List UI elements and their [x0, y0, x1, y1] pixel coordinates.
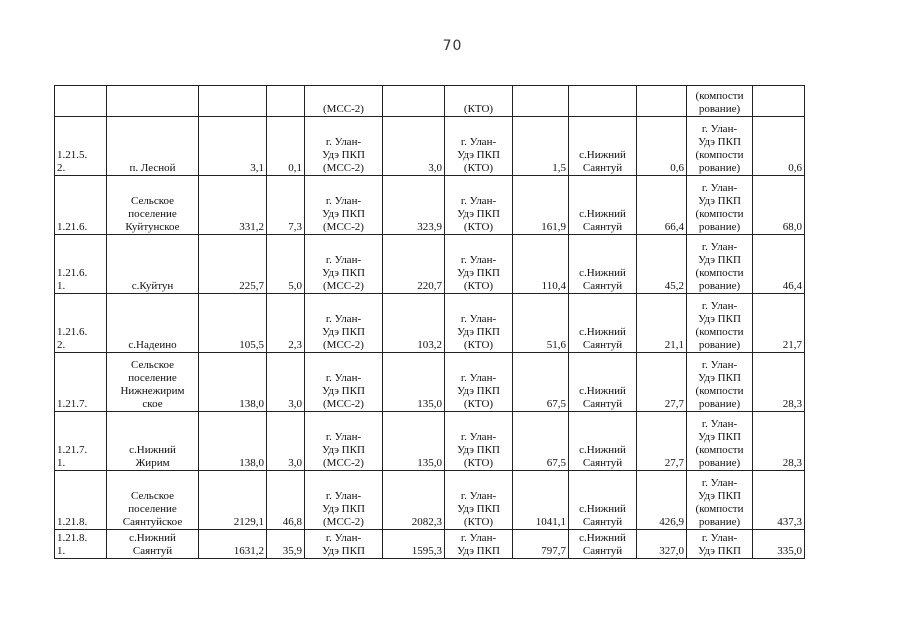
cell-vol-3: 66,4 [637, 176, 687, 235]
cell-loss: 2,3 [267, 294, 305, 353]
table-row [55, 235, 805, 294]
cell-code: 1.21.6. 2. [55, 294, 107, 353]
cell-dest-3: с.Нижний Саянтуй [569, 530, 637, 559]
cell-code [55, 86, 107, 117]
cell-total: 2129,1 [199, 471, 267, 530]
cell-vol-4: 68,0 [753, 176, 805, 235]
cell-vol-4: 437,3 [753, 471, 805, 530]
cell-dest-3: с.Нижний Саянтуй [569, 471, 637, 530]
cell-dest-4: г. Улан- Удэ ПКП (компости рование) [687, 294, 753, 353]
cell-code: 1.21.5. 2. [55, 117, 107, 176]
cell-vol-3 [637, 86, 687, 117]
cell-vol-1 [383, 86, 445, 117]
cell-dest-3: с.Нижний Саянтуй [569, 117, 637, 176]
cell-dest-4: г. Улан- Удэ ПКП (компости рование) [687, 235, 753, 294]
cell-vol-4: 46,4 [753, 235, 805, 294]
cell-vol-2: 1041,1 [513, 471, 569, 530]
cell-vol-3: 327,0 [637, 530, 687, 559]
table-row [55, 412, 805, 471]
cell-dest-4: г. Улан- Удэ ПКП (компости рование) [687, 117, 753, 176]
cell-dest-4: г. Улан- Удэ ПКП (компости рование) [687, 471, 753, 530]
cell-code: 1.21.8. 1. [55, 530, 107, 559]
cell-dest-4: (компости рование) [687, 86, 753, 117]
cell-dest-2: г. Улан- Удэ ПКП (КТО) [445, 471, 513, 530]
cell-dest-1: г. Улан- Удэ ПКП (МСС-2) [305, 412, 383, 471]
cell-vol-3: 0,6 [637, 117, 687, 176]
cell-dest-2: г. Улан- Удэ ПКП (КТО) [445, 117, 513, 176]
table-row [55, 530, 805, 559]
cell-settlement: с.Надеино [107, 294, 199, 353]
cell-dest-2: г. Улан- Удэ ПКП (КТО) [445, 353, 513, 412]
cell-dest-2: г. Улан- Удэ ПКП (КТО) [445, 412, 513, 471]
cell-vol-4: 0,6 [753, 117, 805, 176]
cell-dest-2: г. Улан- Удэ ПКП [445, 530, 513, 559]
cell-vol-2: 161,9 [513, 176, 569, 235]
cell-loss: 46,8 [267, 471, 305, 530]
cell-dest-3: с.Нижний Саянтуй [569, 412, 637, 471]
cell-dest-3: с.Нижний Саянтуй [569, 235, 637, 294]
cell-loss [267, 86, 305, 117]
cell-dest-1: г. Улан- Удэ ПКП (МСС-2) [305, 294, 383, 353]
cell-code: 1.21.6. 1. [55, 235, 107, 294]
cell-vol-2: 1,5 [513, 117, 569, 176]
cell-code: 1.21.8. [55, 471, 107, 530]
cell-vol-1: 135,0 [383, 353, 445, 412]
cell-vol-2: 110,4 [513, 235, 569, 294]
cell-code: 1.21.6. [55, 176, 107, 235]
cell-settlement: с.Нижний Жирим [107, 412, 199, 471]
cell-loss: 35,9 [267, 530, 305, 559]
cell-dest-4: г. Улан- Удэ ПКП (компости рование) [687, 353, 753, 412]
cell-settlement: Сельское поселение Нижнежирим ское [107, 353, 199, 412]
cell-total: 331,2 [199, 176, 267, 235]
table-row [55, 294, 805, 353]
cell-loss: 3,0 [267, 353, 305, 412]
cell-vol-2 [513, 86, 569, 117]
cell-total: 225,7 [199, 235, 267, 294]
cell-total: 1631,2 [199, 530, 267, 559]
cell-vol-1: 103,2 [383, 294, 445, 353]
page-number: 70 [442, 38, 463, 54]
cell-settlement [107, 86, 199, 117]
cell-settlement: с.Нижний Саянтуй [107, 530, 199, 559]
cell-vol-2: 797,7 [513, 530, 569, 559]
cell-total: 138,0 [199, 412, 267, 471]
cell-settlement: п. Лесной [107, 117, 199, 176]
cell-dest-3 [569, 86, 637, 117]
cell-vol-3: 21,1 [637, 294, 687, 353]
cell-vol-1: 323,9 [383, 176, 445, 235]
table-row [55, 117, 805, 176]
cell-dest-2: г. Улан- Удэ ПКП (КТО) [445, 294, 513, 353]
cell-dest-3: с.Нижний Саянтуй [569, 353, 637, 412]
cell-vol-3: 426,9 [637, 471, 687, 530]
cell-settlement: Сельское поселение Саянтуйское [107, 471, 199, 530]
table-row [55, 353, 805, 412]
cell-total: 138,0 [199, 353, 267, 412]
cell-vol-3: 45,2 [637, 235, 687, 294]
cell-vol-1: 3,0 [383, 117, 445, 176]
cell-dest-1: г. Улан- Удэ ПКП (МСС-2) [305, 176, 383, 235]
cell-dest-2: г. Улан- Удэ ПКП (КТО) [445, 235, 513, 294]
cell-vol-4: 335,0 [753, 530, 805, 559]
cell-code: 1.21.7. 1. [55, 412, 107, 471]
table-row [55, 86, 805, 117]
cell-dest-3: с.Нижний Саянтуй [569, 294, 637, 353]
cell-dest-4: г. Улан- Удэ ПКП (компости рование) [687, 176, 753, 235]
table-row [55, 176, 805, 235]
cell-dest-1: г. Улан- Удэ ПКП (МСС-2) [305, 353, 383, 412]
table-row [55, 471, 805, 530]
cell-total: 3,1 [199, 117, 267, 176]
cell-loss: 7,3 [267, 176, 305, 235]
cell-loss: 0,1 [267, 117, 305, 176]
cell-dest-4: г. Улан- Удэ ПКП (компости рование) [687, 412, 753, 471]
cell-settlement: Сельское поселение Куйтунское [107, 176, 199, 235]
cell-dest-4: г. Улан- Удэ ПКП [687, 530, 753, 559]
cell-vol-3: 27,7 [637, 412, 687, 471]
cell-vol-4 [753, 86, 805, 117]
cell-dest-2: г. Улан- Удэ ПКП (КТО) [445, 176, 513, 235]
cell-total [199, 86, 267, 117]
cell-vol-2: 67,5 [513, 353, 569, 412]
cell-vol-4: 21,7 [753, 294, 805, 353]
cell-vol-1: 2082,3 [383, 471, 445, 530]
cell-vol-3: 27,7 [637, 353, 687, 412]
cell-dest-1: г. Улан- Удэ ПКП (МСС-2) [305, 471, 383, 530]
cell-loss: 3,0 [267, 412, 305, 471]
cell-code: 1.21.7. [55, 353, 107, 412]
cell-vol-2: 51,6 [513, 294, 569, 353]
cell-settlement: с.Куйтун [107, 235, 199, 294]
cell-dest-1: г. Улан- Удэ ПКП [305, 530, 383, 559]
cell-dest-1: г. Улан- Удэ ПКП (МСС-2) [305, 117, 383, 176]
cell-vol-2: 67,5 [513, 412, 569, 471]
cell-vol-1: 1595,3 [383, 530, 445, 559]
cell-vol-4: 28,3 [753, 412, 805, 471]
cell-dest-3: с.Нижний Саянтуй [569, 176, 637, 235]
cell-vol-4: 28,3 [753, 353, 805, 412]
waste-transport-table [54, 85, 805, 559]
cell-total: 105,5 [199, 294, 267, 353]
cell-dest-2: (КТО) [445, 86, 513, 117]
cell-vol-1: 135,0 [383, 412, 445, 471]
cell-vol-1: 220,7 [383, 235, 445, 294]
cell-loss: 5,0 [267, 235, 305, 294]
cell-dest-1: г. Улан- Удэ ПКП (МСС-2) [305, 235, 383, 294]
cell-dest-1: (МСС-2) [305, 86, 383, 117]
